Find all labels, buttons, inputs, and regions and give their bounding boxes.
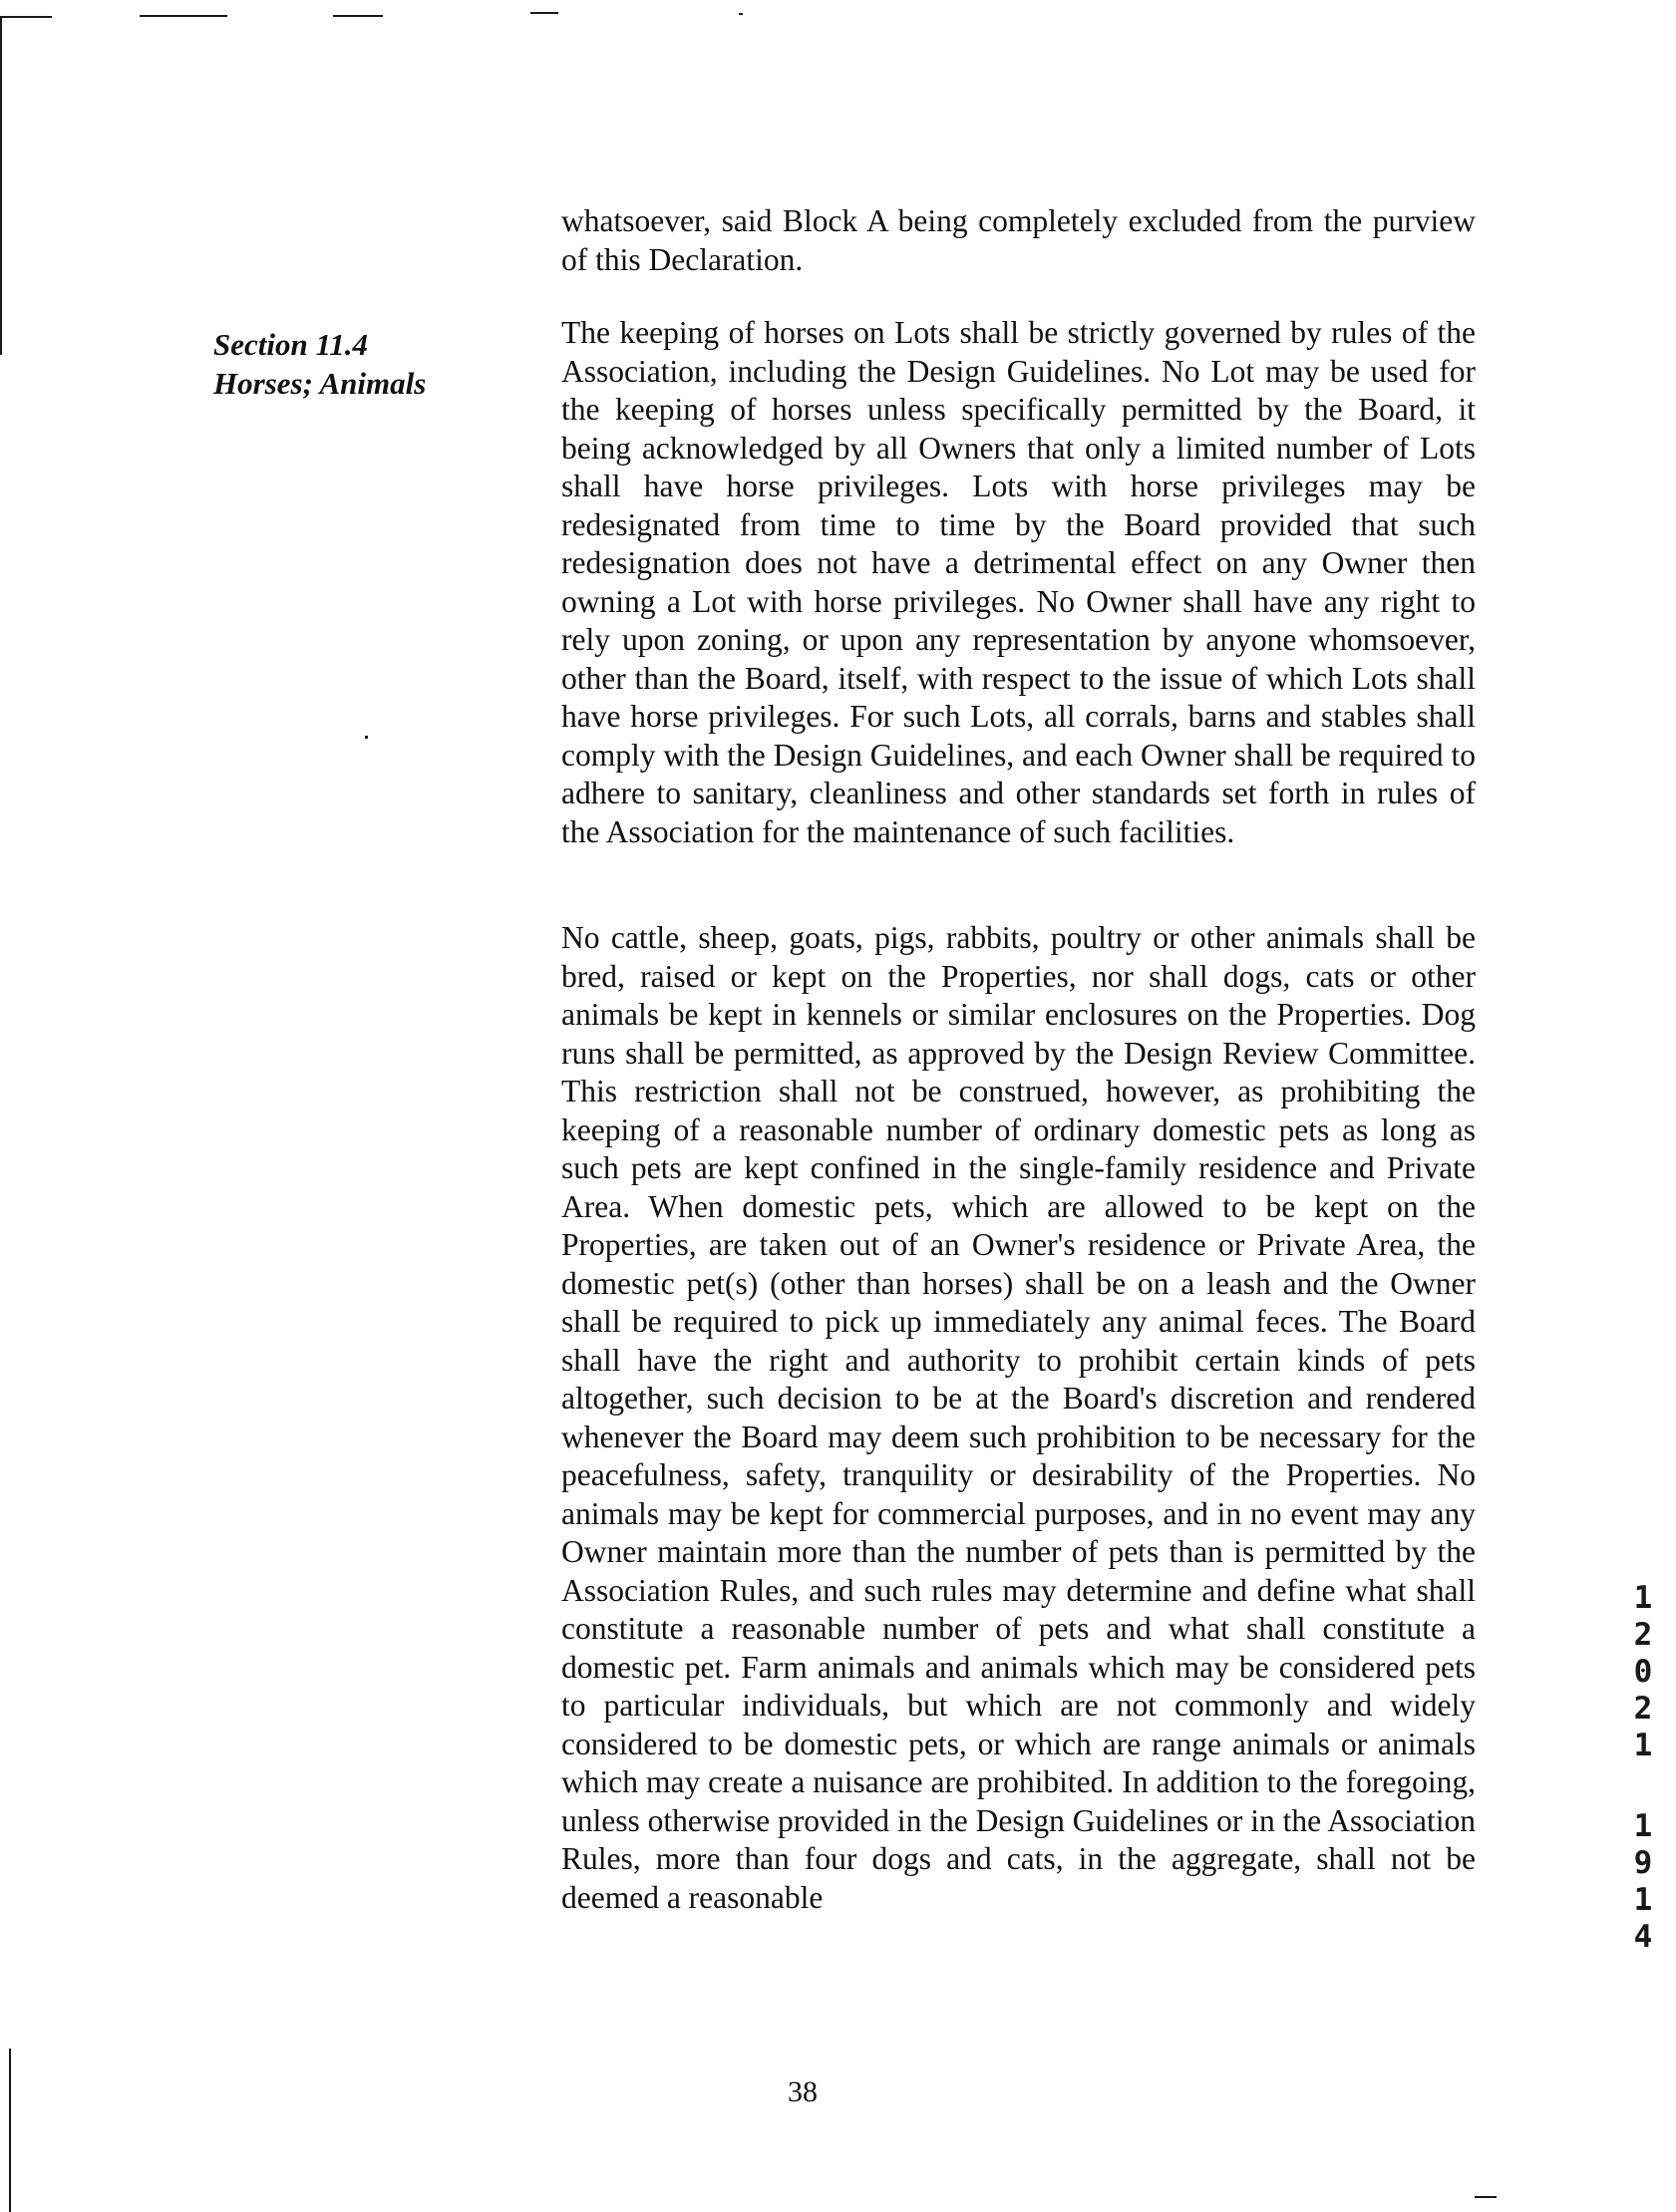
section-heading [213,325,426,403]
scan-corner-mark [1475,2196,1497,2198]
continued-paragraph: whatsoever, said Block A being completely excluded from the purview of this Declaration. [561,203,1476,277]
recording-stamp [1623,1580,1663,1956]
stamp-digit: 4 [1633,1919,1653,1955]
scan-edge-left-lower [9,2049,11,2212]
scan-dot-1 [739,13,743,15]
stamp-digit: 9 [1633,1845,1653,1881]
stamp-digit: 2 [1633,1691,1653,1727]
paragraph-horses: The keeping of horses on Lots shall be strictly governed by rules of the Association, including the Design Guidelines. No Lot may be used for the keeping of horses unless specifically permitted by the Board, it being acknowledged by all Owners that only a limited number of Lots shall have horse privileges. Lots with horse privileges may be redesignated from time to time by the Board provided that such redesignation does not have a detrimental effect on any Owner then owning a Lot with horse privileges. No Owner shall have any right to rely upon zoning, or upon any representation by anyone whomsoever, other than the Board, itself, with respect to the issue of which Lots shall have horse privileges. For such Lots, all corrals, barns and stables shall comply with the Design Guidelines, and each Owner shall be required to adhere to sanitary, cleanliness and other standards set forth in rules of the Association for the maintenance of such facilities. [561,315,1476,849]
section-number: Section 11.4 [213,327,369,362]
scan-edge-left [0,16,2,355]
stamp-digit: 2 [1633,1617,1653,1653]
scan-rule-2 [333,15,383,17]
scan-dot-2 [365,736,368,739]
stamp-digit: 1 [1633,1580,1653,1616]
stamp-digit: 0 [1633,1654,1653,1690]
scan-rule-3 [530,12,558,14]
stamp-digit: 1 [1633,1882,1653,1918]
page-number: 38 [788,2075,818,2108]
scan-rule-1 [140,15,227,17]
scan-edge-top-left [0,16,52,18]
stamp-digit: 1 [1633,1728,1653,1763]
stamp-digit: 1 [1633,1808,1653,1844]
paragraph-animals: No cattle, sheep, goats, pigs, rabbits, poultry or other animals shall be bred, raised or kept on the Properties, nor shall dogs, cats or other animals be kept in kennels or similar enclosures on the Properties. Dog runs shall be permitted, as approved by the Design Review Committee. This restriction shall not be construed, however, as prohibiting the keeping of a reasonable number of ordinary domestic pets as long as such pets are kept confined in the single-family residence and Private Area. When domestic pets, which are allowed to be kept on the Properties, are taken out of an Owner's residence or Private Area, the domestic pet(s) (other than horses) shall be on a leash and the Owner shall be required to pick up immediately any animal feces. The Board shall have the right and authority to prohibit certain kinds of pets altogether, such decision to be at the Board's discretion and rendered whenever the Board may deem such prohibition to be necessary for the peacefulness, safety, tranquility or desirability of the Properties. No animals may be kept for commercial purposes, and in no event may any Owner maintain more than the number of pets than is permitted by the Association Rules, and such rules may determine and define what shall constitute a reasonable number of pets and what shall constitute a domestic pet. Farm animals and animals which may be considered pets to particular individuals, but which are not commonly and widely considered to be domestic pets, or which are range animals or animals which may create a nuisance are prohibited. In addition to the foregoing, unless otherwise provided in the Design Guidelines or in the Association Rules, more than four dogs and cats, in the aggregate, shall not be deemed a reasonable [561,920,1476,1915]
section-title: Horses; Animals [213,366,427,401]
stamp-gap [1623,1764,1663,1808]
